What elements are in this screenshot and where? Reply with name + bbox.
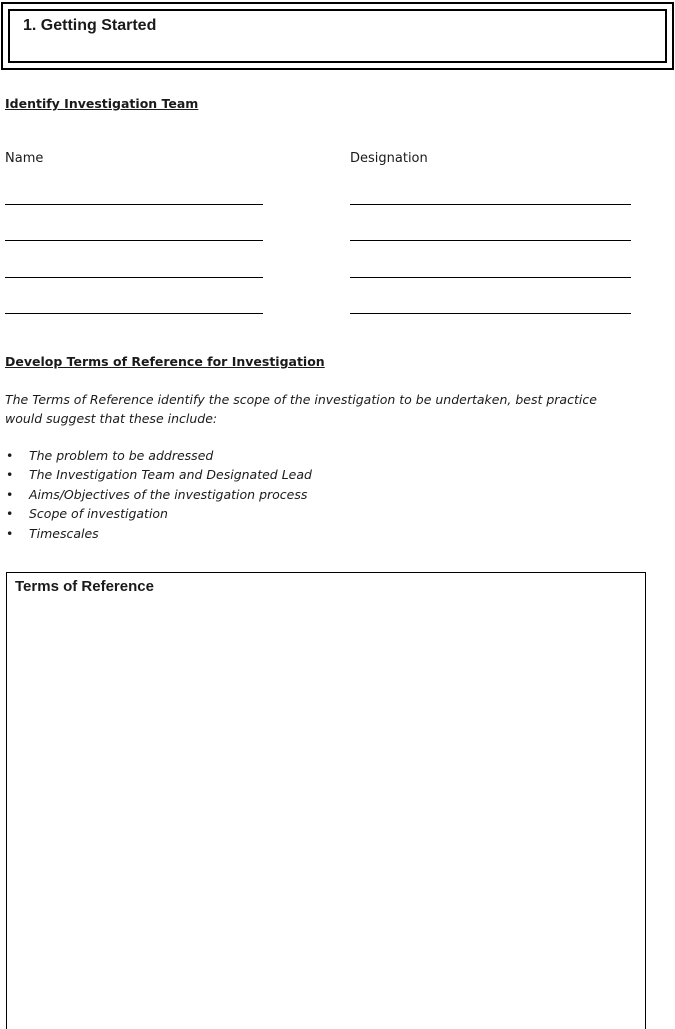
list-item bbox=[5, 446, 312, 465]
bullet-icon: • bbox=[6, 525, 14, 541]
list-item-text: The problem to be addressed bbox=[29, 448, 214, 463]
bullet-icon: • bbox=[6, 448, 14, 463]
terms-heading: Develop Terms of Reference for Investigation bbox=[5, 354, 325, 369]
name-field-3[interactable] bbox=[5, 277, 263, 278]
section-header-inner-border bbox=[8, 9, 667, 63]
list-item bbox=[5, 524, 312, 543]
designation-field-3[interactable] bbox=[350, 277, 631, 278]
name-field-4[interactable] bbox=[5, 313, 263, 314]
name-column-label: Name bbox=[5, 151, 44, 166]
list-item bbox=[5, 485, 312, 504]
designation-field-2[interactable] bbox=[350, 240, 631, 241]
designation-field-1[interactable] bbox=[350, 204, 631, 205]
bullet-icon: • bbox=[6, 486, 14, 502]
bullet-icon: • bbox=[6, 506, 14, 522]
terms-intro-paragraph: The Terms of Reference identify the scope of the investigation to be undertaken, best practice would suggest that these include: bbox=[5, 392, 597, 426]
bullet-icon: • bbox=[6, 467, 14, 483]
section-title: 1. Getting Started bbox=[23, 17, 157, 34]
designation-column-label: Designation bbox=[350, 151, 428, 166]
list-item bbox=[5, 465, 312, 484]
team-heading: Identify Investigation Team bbox=[5, 96, 199, 111]
section-header-box bbox=[1, 2, 674, 70]
name-field-1[interactable] bbox=[5, 204, 263, 205]
designation-field-4[interactable] bbox=[350, 313, 631, 314]
terms-of-reference-box[interactable] bbox=[6, 572, 646, 1029]
terms-of-reference-title: Terms of Reference bbox=[15, 578, 154, 595]
list-item-text: Scope of investigation bbox=[29, 506, 168, 522]
terms-bullet-list bbox=[5, 446, 312, 543]
list-item-text: Aims/Objectives of the investigation process bbox=[29, 486, 308, 502]
list-item-text: The Investigation Team and Designated Lead bbox=[29, 467, 312, 483]
list-item-text: Timescales bbox=[29, 525, 99, 541]
name-field-2[interactable] bbox=[5, 240, 263, 241]
list-item bbox=[5, 504, 312, 523]
